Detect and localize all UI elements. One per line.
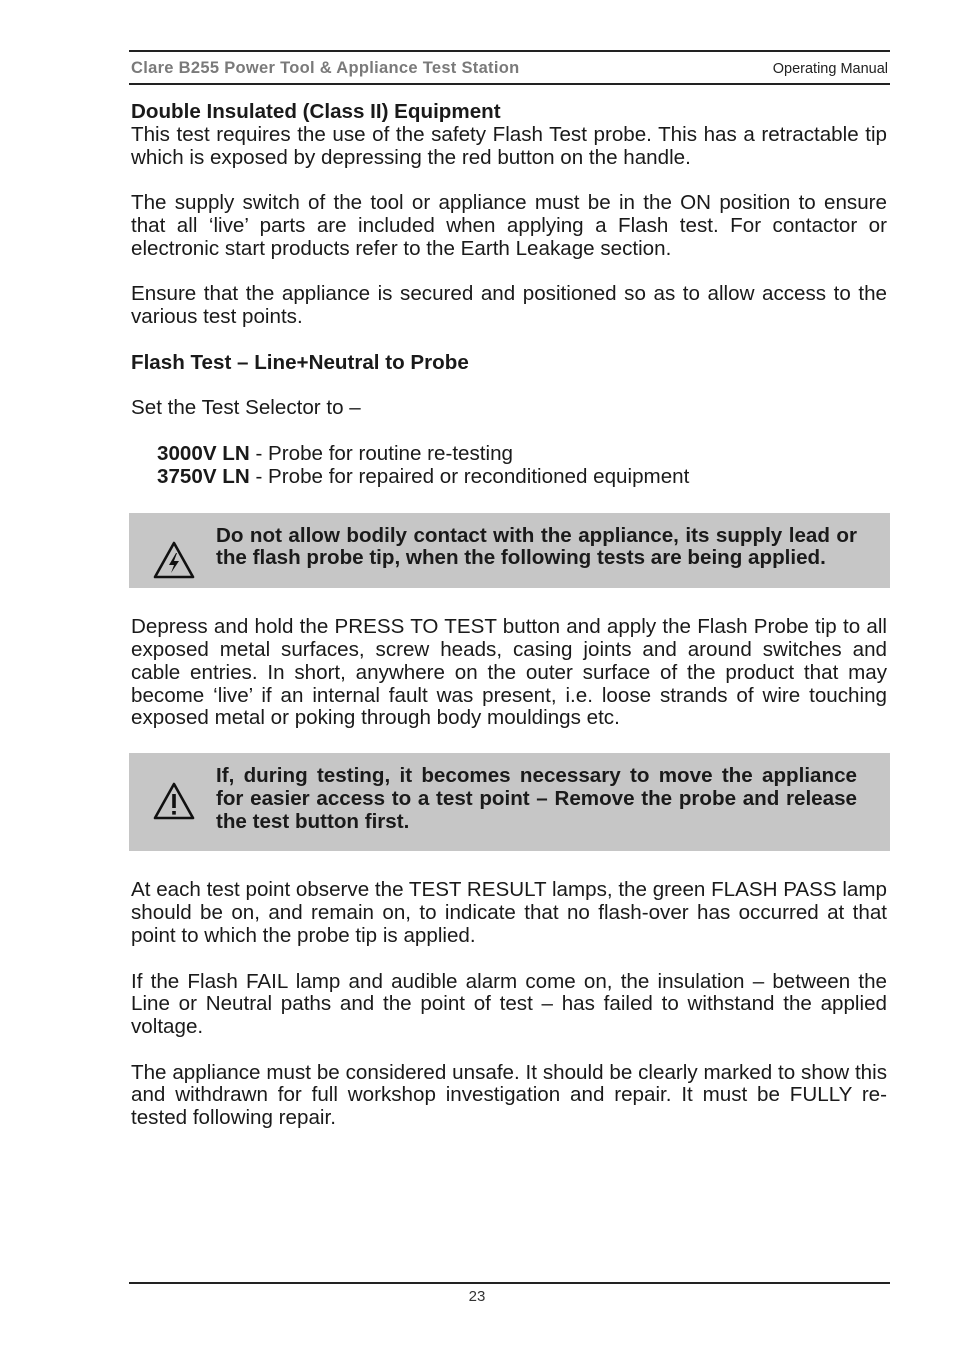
paragraph-supply-switch: The supply switch of the tool or appliance must be in the ON position to ensure that all ‘live’ parts are included when applying a Flash test. For contactor or electronic start products refer to the Earth Leakage section.: [131, 191, 887, 260]
section-heading: Double Insulated (Class II) Equipment: [131, 100, 501, 123]
caution-warning-icon: [153, 781, 195, 821]
setting-label: 3000V LN: [157, 441, 250, 465]
setting-description: - Probe for repaired or reconditioned equipment: [249, 464, 690, 488]
warning-box-bodily-contact: [129, 513, 890, 589]
test-selector-list: [157, 443, 887, 489]
paragraph-secure-appliance: Ensure that the appliance is secured and positioned so as to allow access to the various test points.: [131, 282, 887, 329]
warning-box-move-appliance: [129, 753, 890, 851]
paragraph-probe-intro: This test requires the use of the safety Flash Test probe. This has a retractable tip which is exposed by depressing the red button on the handle.: [131, 122, 887, 169]
test-selector-intro: Set the Test Selector to –: [131, 396, 361, 420]
footer-divider: [129, 1282, 890, 1284]
list-item: [157, 466, 887, 489]
warning-text: If, during testing, it becomes necessary to move the appliance for easier access to a test point – Remove the probe and release the test button first.: [216, 763, 857, 833]
paragraph-unsafe: The appliance must be considered unsafe. It should be clearly marked to show this and withdrawn for full workshop investigation and repair. It must be FULLY re-tested following repair.: [131, 1060, 887, 1130]
page-header: [129, 50, 890, 85]
setting-label: 3750V LN: [157, 464, 250, 488]
paragraph-press-to-test: Depress and hold the PRESS TO TEST button and apply the Flash Probe tip to all exposed metal surfaces, screw heads, casing joints and around switches and cable entries. In short, anywhere on the outer surface of the product that may become ‘live’ if an internal fault was present, i.e. loose strands of wire touching exposed metal or poking through body mouldings etc.: [131, 615, 887, 730]
paragraph-test-result: At each test point observe the TEST RESULT lamps, the green FLASH PASS lamp should be on, and remain on, to indicate that no flash-over has occurred at that point to which the probe tip is applied.: [131, 878, 887, 947]
page-content: [131, 101, 887, 1153]
list-item: [157, 443, 887, 466]
paragraph-flash-fail: If the Flash FAIL lamp and audible alarm come on, the insulation – between the Line or Neutral paths and the point of test – has failed to withstand the applied voltage.: [131, 969, 887, 1039]
flash-test-heading: Flash Test – Line+Neutral to Probe: [131, 350, 469, 374]
setting-description: - Probe for routine re-testing: [249, 441, 513, 465]
header-title: Clare B255 Power Tool & Appliance Test Station: [131, 59, 520, 77]
high-voltage-warning-icon: [153, 540, 195, 580]
header-manual-label: Operating Manual: [772, 61, 888, 77]
page-number: 23: [468, 1288, 486, 1305]
warning-text: Do not allow bodily contact with the appliance, its supply lead or the flash probe tip, when the following tests are being applied.: [216, 523, 857, 570]
